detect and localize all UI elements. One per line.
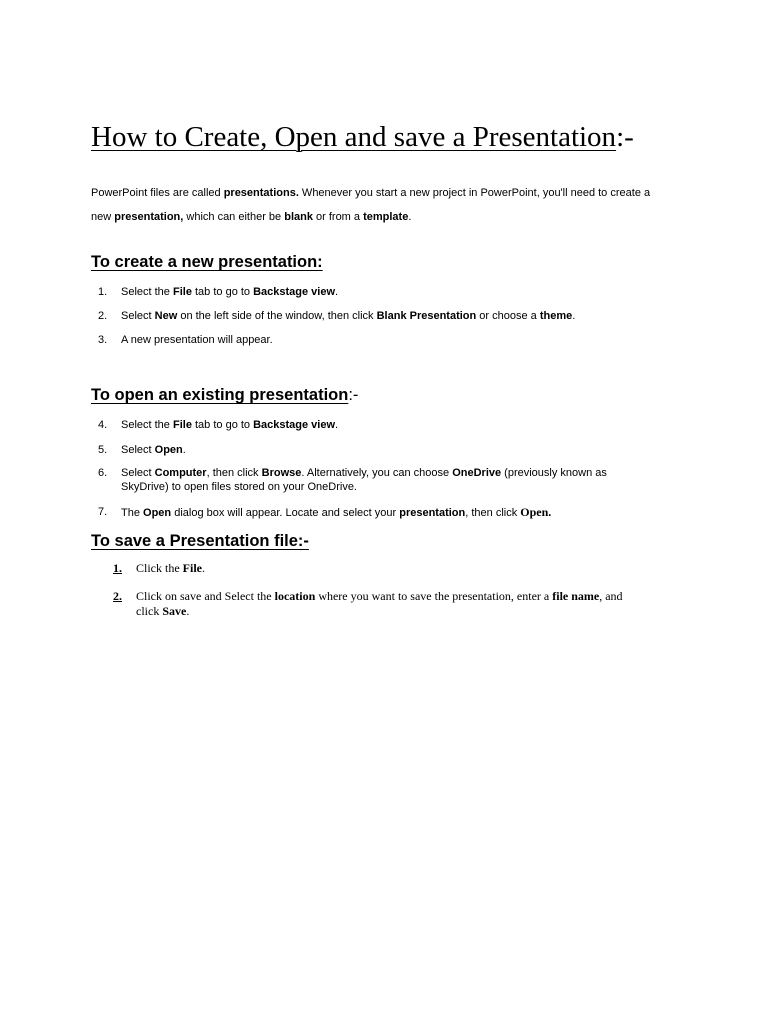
list-number: 2. [113,589,122,603]
list-number: 2. [98,310,108,322]
bold-text: File [172,286,192,298]
bold-text: New [154,310,178,322]
intro-text: which can either be [183,211,285,223]
text: . [335,286,339,298]
bold-text: Backstage view [253,419,336,431]
bold-text: Browse [261,467,302,479]
section-heading-open [91,384,358,406]
text: , then click [465,507,521,519]
intro-text: Whenever you start a new project in PowerPoint, you'll need to create a [298,187,651,199]
intro-text: or from a [312,211,364,223]
intro-text: PowerPoint files are called [91,187,224,199]
bold-text: theme [539,310,573,322]
intro-bold: presentations. [223,187,299,199]
list-number: 7. [98,506,108,518]
list-text [121,466,636,494]
list-number: 1. [98,286,108,298]
text: tab to go to [191,419,254,431]
text: Click the [136,561,183,575]
text: The [121,507,144,519]
text: A new presentation will appear. [121,334,273,346]
intro-bold: template [363,211,409,223]
text: Select [121,444,155,456]
text: Select the [121,286,173,298]
bold-text: Computer [154,467,207,479]
text: Select [121,310,155,322]
list-text [136,561,636,576]
text: on the left side of the window, then click [177,310,377,322]
text: dialog box will appear. Locate and select your [171,507,400,519]
text: . [335,419,339,431]
text: Select [121,467,155,479]
list-text [136,589,626,619]
section-heading-suffix: :- [348,386,359,404]
list-text [121,443,641,457]
text: , and click [136,589,623,618]
section-heading-create [91,251,323,273]
page-title-main: How to Create, Open and save a Presentation [91,121,617,153]
section-heading-text: To save a Presentation file:- [91,532,309,550]
bold-text: Open. [520,505,552,519]
intro-bold: presentation, [114,211,184,223]
list-number: 6. [98,467,108,479]
bold-text: file name [552,589,600,603]
text: . [202,561,205,575]
text: where you want to save the presentation, enter a [315,589,553,603]
text: , then click [206,467,262,479]
intro-text: . [408,211,412,223]
list-number: 4. [98,419,108,431]
bold-text: Open [154,444,183,456]
text: . [182,444,186,456]
bold-text: OneDrive [452,467,502,479]
section-heading-save [91,530,309,552]
text: (previously known as SkyDrive) to open files stored on your OneDrive. [121,467,607,493]
bold-text: presentation [399,507,466,519]
text: . Alternatively, you can choose [301,467,453,479]
list-text [121,333,641,347]
bold-text: location [274,589,316,603]
bold-text: Save [162,604,187,618]
list-text [121,418,641,432]
text: tab to go to [191,286,254,298]
section-heading-text: To open an existing presentation [91,386,349,404]
page-title [91,119,634,155]
list-number: 3. [98,334,108,346]
bold-text: Blank Presentation [376,310,477,322]
bold-text: File [172,419,192,431]
text: or choose a [476,310,540,322]
intro-paragraph [91,181,691,229]
text: . [186,604,190,618]
bold-text: Open [143,507,172,519]
text: Click on save and Select the [136,589,275,603]
bold-text: File [182,561,202,575]
intro-bold: blank [284,211,313,223]
list-number: 1. [113,561,122,575]
page-title-suffix: :- [616,121,634,153]
list-number: 5. [98,444,108,456]
list-text [121,309,641,323]
section-heading-text: To create a new presentation: [91,253,323,271]
text: . [572,310,576,322]
intro-text: new [91,211,115,223]
list-text [121,505,641,520]
bold-text: Backstage view [253,286,336,298]
list-text [121,285,641,299]
text: Select the [121,419,173,431]
